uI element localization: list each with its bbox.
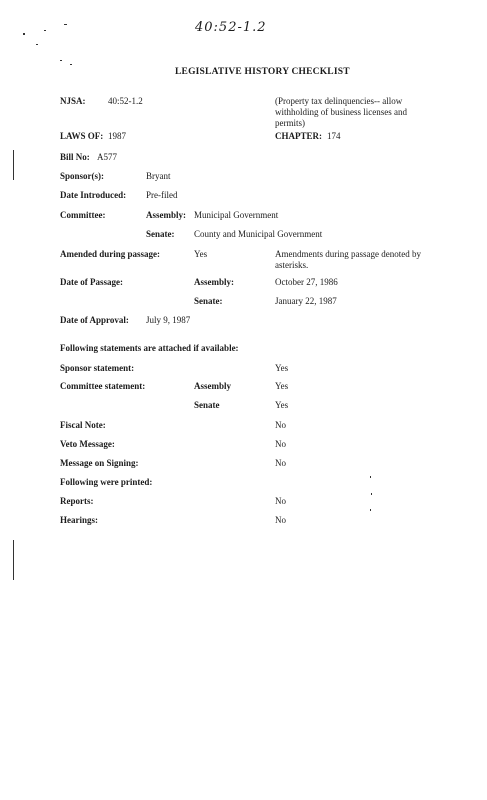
committee-statement-senate-label: Senate: [194, 400, 220, 410]
committee-statement-assembly-label: Assembly: [194, 381, 232, 391]
amended-value: Yes: [194, 249, 208, 259]
following-printed-heading: Following were printed:: [60, 477, 153, 487]
hearings-value: No: [275, 515, 286, 525]
committee-statement-assembly-value: Yes: [275, 381, 289, 391]
njsa-label: NJSA:: [60, 96, 86, 106]
message-on-signing-value: No: [275, 458, 286, 468]
date-of-passage-label: Date of Passage:: [60, 277, 123, 287]
date-of-approval-label: Date of Approval:: [60, 315, 129, 325]
scan-speck: [36, 44, 38, 45]
njsa-value: 40:52-1.2: [108, 96, 143, 106]
date-introduced-value: Pre-filed: [146, 190, 178, 200]
sponsor-statement-value: Yes: [275, 363, 289, 373]
passage-senate-value: January 22, 1987: [275, 296, 337, 306]
page-title: LEGISLATIVE HISTORY CHECKLIST: [175, 67, 350, 77]
scan-speck: [23, 33, 25, 35]
passage-assembly-value: October 27, 1986: [275, 277, 338, 287]
committee-assembly-label: Assembly:: [146, 210, 186, 220]
scan-speck: [64, 24, 67, 25]
scan-speck: [370, 509, 371, 511]
passage-senate-label: Senate:: [194, 296, 223, 306]
bill-no-value: A577: [97, 152, 117, 162]
amended-label: Amended during passage:: [60, 249, 161, 259]
committee-assembly-value: Municipal Government: [194, 210, 279, 220]
committee-senate-label: Senate:: [146, 229, 175, 239]
scan-speck: [44, 30, 46, 31]
scan-speck: [371, 493, 372, 495]
handwritten-number: 40:52-1.2: [195, 20, 267, 35]
laws-of-value: 1987: [108, 131, 126, 141]
chapter-value: 174: [327, 131, 341, 141]
sponsors-label: Sponsor(s):: [60, 171, 105, 181]
scan-speck: [70, 64, 72, 65]
veto-message-value: No: [275, 439, 286, 449]
date-of-approval-value: July 9, 1987: [146, 315, 191, 325]
date-introduced-label: Date Introduced:: [60, 190, 127, 200]
veto-message-label: Veto Message:: [60, 439, 115, 449]
sponsors-value: Bryant: [146, 171, 171, 181]
following-attached-heading: Following statements are attached if available:: [60, 343, 239, 353]
left-margin-line: [13, 540, 14, 580]
committee-label: Committee:: [60, 210, 106, 220]
scan-speck: [60, 60, 62, 61]
chapter-label: CHAPTER:: [275, 131, 322, 141]
amended-note: Amendments during passage denoted by asterisks.: [275, 249, 421, 270]
reports-value: No: [275, 496, 286, 506]
subject-text: (Property tax delinquencies-- allow withholding of business licenses and permits): [275, 96, 407, 128]
laws-of-label: LAWS OF:: [60, 131, 104, 141]
fiscal-note-value: No: [275, 420, 286, 430]
committee-senate-value: County and Municipal Government: [194, 229, 323, 239]
passage-assembly-label: Assembly:: [194, 277, 234, 287]
bill-no-label: Bill No:: [60, 152, 90, 162]
sponsor-statement-label: Sponsor statement:: [60, 363, 135, 373]
fiscal-note-label: Fiscal Note:: [60, 420, 106, 430]
committee-statement-senate-value: Yes: [275, 400, 289, 410]
message-on-signing-label: Message on Signing:: [60, 458, 139, 468]
reports-label: Reports:: [60, 496, 94, 506]
scan-speck: [370, 476, 371, 478]
hearings-label: Hearings:: [60, 515, 98, 525]
left-margin-line: [13, 150, 14, 180]
committee-statement-label: Committee statement:: [60, 381, 146, 391]
